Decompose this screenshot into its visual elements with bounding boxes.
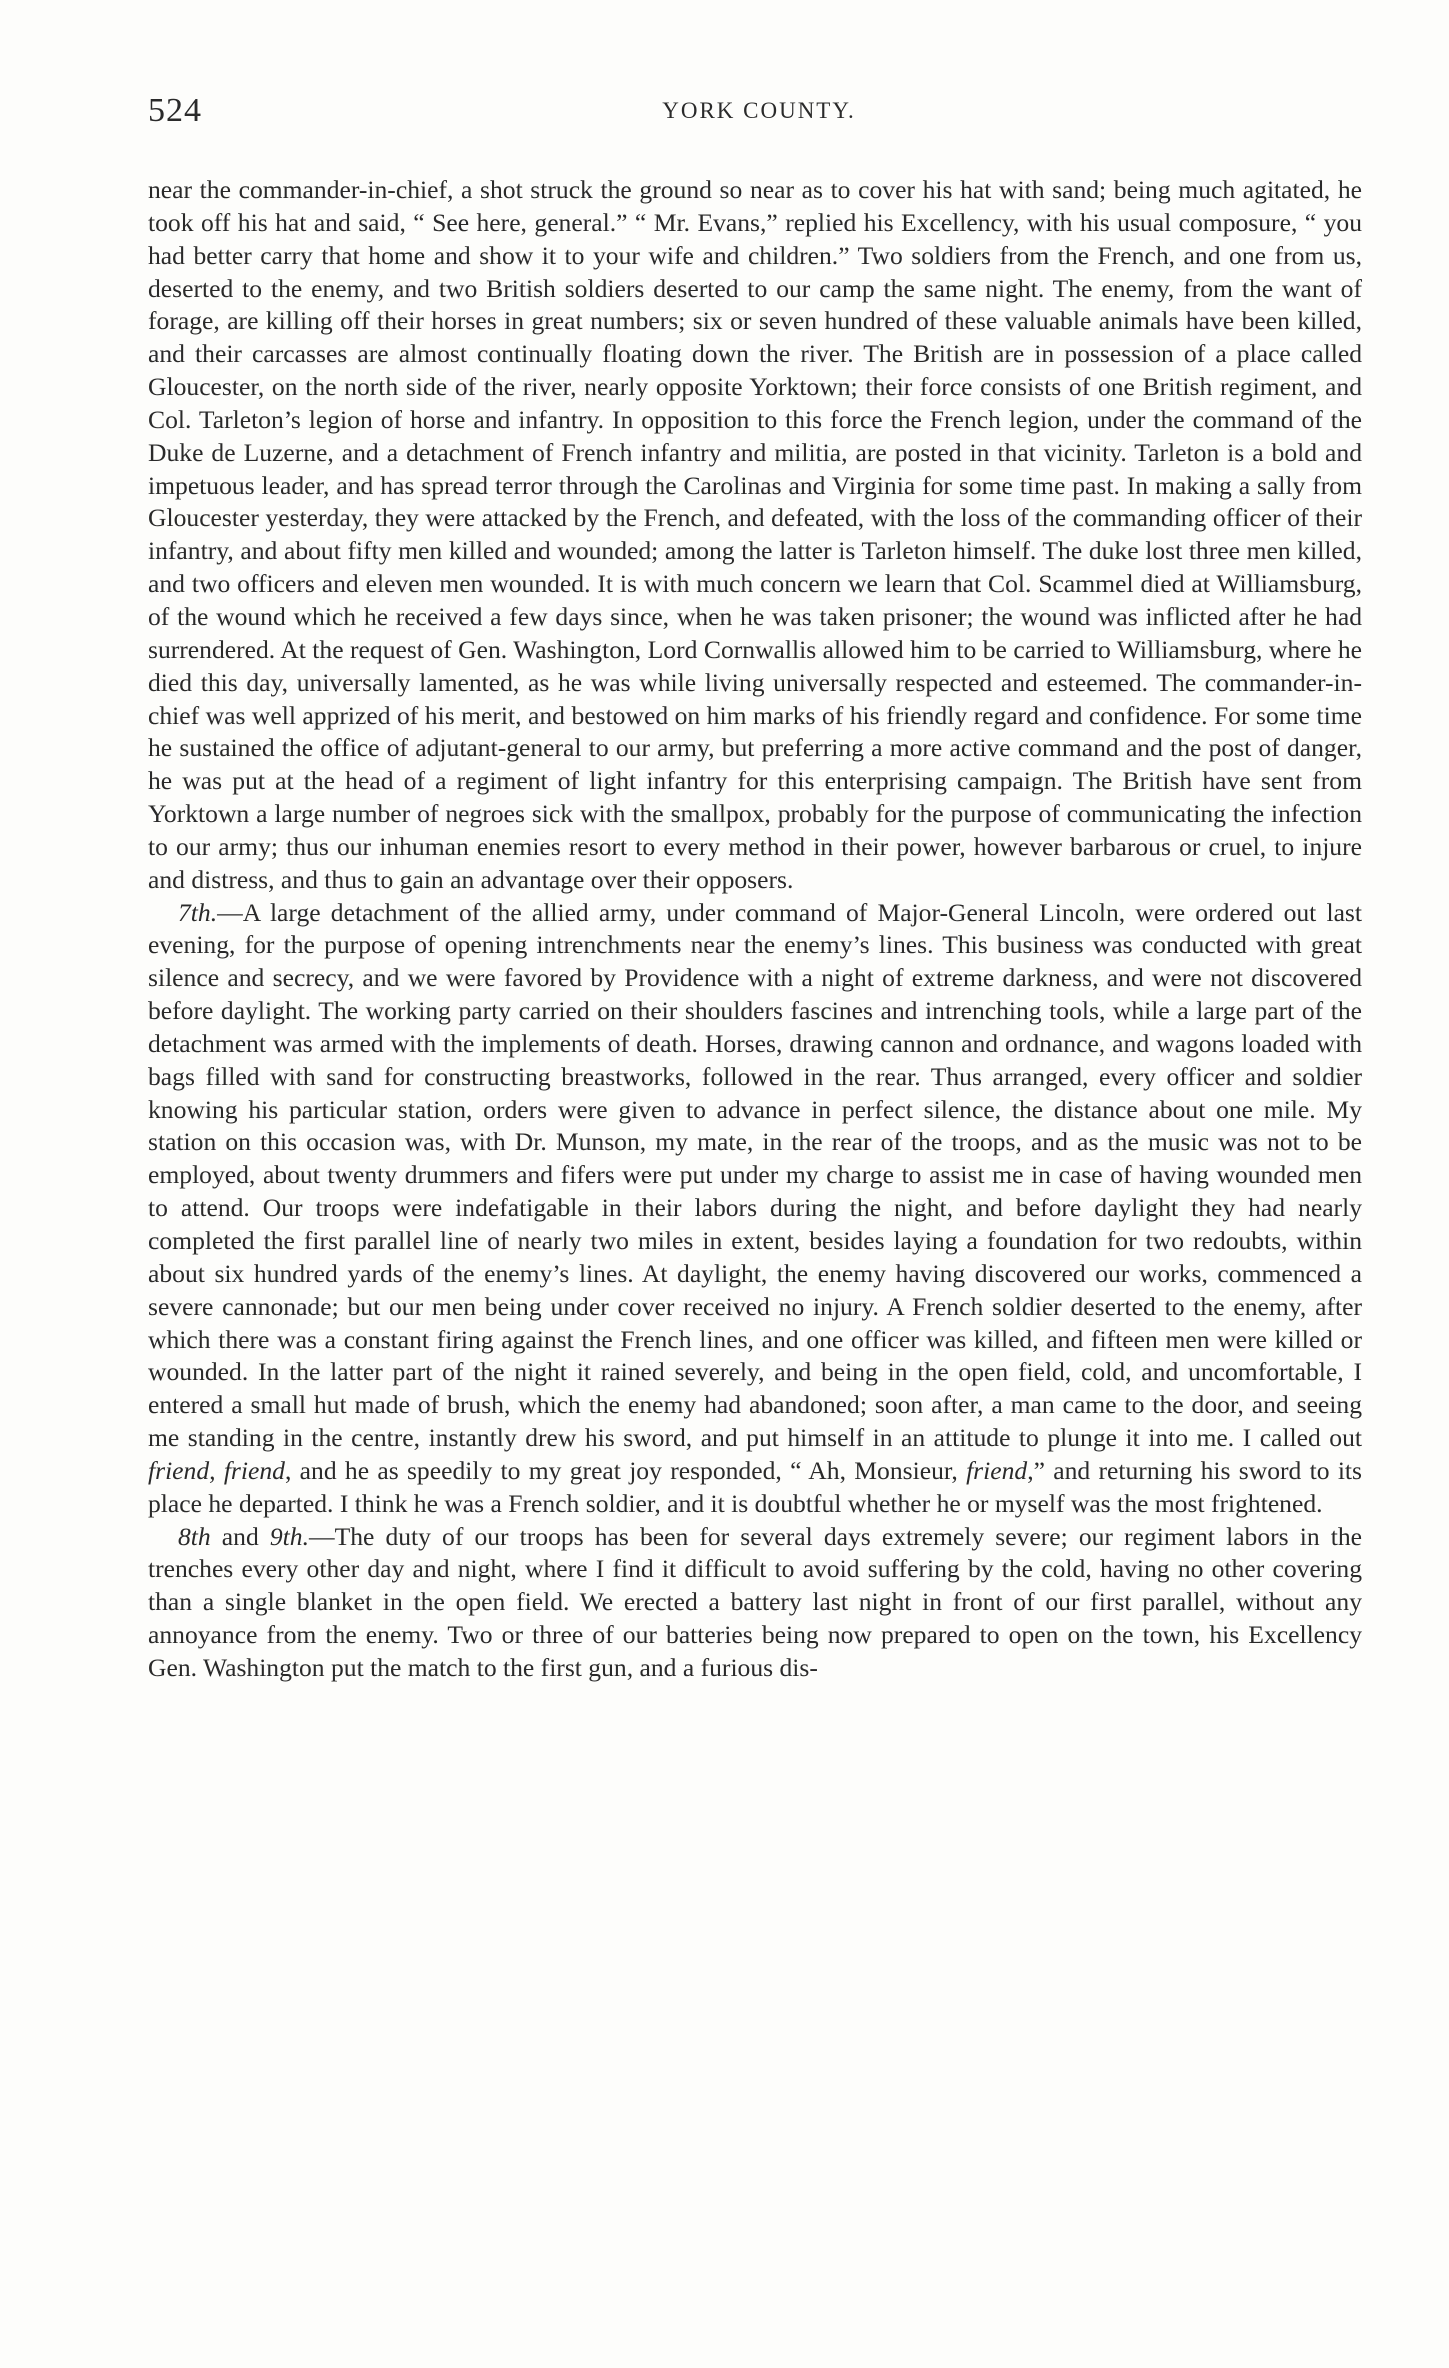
running-title: YORK COUNTY. (662, 98, 856, 123)
body-text (148, 174, 1362, 1685)
running-head (148, 92, 1370, 136)
text-segment: ,” and returning his sword to its place he departed. I think he was a French soldier, and it is doubtful whether he or myself was the most frightened. (148, 1455, 1363, 1518)
date-heading: 7th. (178, 897, 218, 927)
date-heading: 9th. (269, 1521, 309, 1551)
paragraph-oct-8-9 (148, 1521, 1362, 1685)
text-segment: and (210, 1521, 270, 1551)
paragraph-oct-6-continued (148, 174, 1362, 897)
paragraph-oct-7 (148, 897, 1362, 1521)
text-segment: —A large detachment of the allied army, under command of Major-General Lincoln, were ordered out last evening, for the purpose of opening intrenchments near the enemy’s lines. This business was conducted with great silence and secrecy, and we were favored by Providence with a night of extreme darkness, and were not discovered before daylight. The working party carried on their shoulders fascines and intrenching tools, while a large part of the detachment was armed with the implements of death. Horses, drawing cannon and ordnance, and wagons loaded with bags filled with sand for constructing breastworks, followed in the rear. Thus arranged, every officer and soldier knowing his particular station, orders were given to advance in perfect silence, the distance about one mile. My station on this occasion was, with Dr. Munson, my mate, in the rear of the troops, and as the music was not to be employed, about twenty drummers and fifers were put under my charge to assist me in case of having wounded men to attend. Our troops were indefatigable in their labors during the night, and before daylight they had nearly completed the first parallel line of nearly two miles in extent, besides laying a foundation for two redoubts, within about six hundred yards of the enemy’s lines. At daylight, the enemy having discovered our works, commenced a severe cannonade; but our men being under cover received no injury. A French soldier deserted to the enemy, after which there was a constant firing against the French lines, and one officer was killed, and fifteen men were killed or wounded. In the latter part of the night it rained severely, and being in the open field, cold, and uncomfortable, I entered a small hut made of brush, which the enemy had abandoned; soon after, a man came to the door, and seeing me standing in the centre, instantly drew his sword, and put himself in an attitude to plunge it into me. I called out (148, 897, 1362, 1453)
italic-phrase: friend (966, 1455, 1028, 1485)
text-segment: near the commander-in-chief, a shot struck the ground so near as to cover his hat with sand; being much agitated, he took off his hat and said, “ See here, general.” “ Mr. Evans,” replied his Excellency, with his usual composure, “ you had better carry that home and show it to your wife and children.” Two soldiers from the French, and one from us, deserted to the enemy, and two British soldiers deserted to our camp the same night. The enemy, from the want of forage, are killing off their horses in great numbers; six or seven hundred of these valuable animals have been killed, and their carcasses are almost continually floating down the river. The British are in possession of a place called Gloucester, on the north side of the river, nearly opposite Yorktown; their force consists of one British regiment, and Col. Tarleton’s legion of horse and infantry. In opposition to this force the French legion, under the command of the Duke de Luzerne, and a detachment of French infantry and militia, are posted in that vicinity. Tarleton is a bold and impetuous leader, and has spread terror through the Carolinas and Virginia for some time past. In making a sally from Gloucester yesterday, they were attacked by the French, and defeated, with the loss of the commanding officer of their infantry, and about fifty men killed and wounded; among the latter is Tarleton himself. The duke lost three men killed, and two officers and eleven men wounded. It is with much concern we learn that Col. Scammel died at Williamsburg, of the wound which he received a few days since, when he was taken prisoner; the wound was inflicted after he had surrendered. At the request of Gen. Washington, Lord Cornwallis allowed him to be carried to Williamsburg, where he died this day, universally lamented, as he was while living universally respected and esteemed. The commander-in-chief was well apprized of his merit, and bestowed on him marks of his friendly regard and confidence. For some time he sustained the office of adjutant-general to our army, but preferring a more active command and the post of danger, he was put at the head of a regiment of light infantry for this enterprising campaign. The British have sent from Yorktown a large number of negroes sick with the smallpox, probably for the purpose of communicating the infection to our army; thus our inhuman enemies resort to every method in their power, however barbarous or cruel, to injure and distress, and thus to gain an advantage over their opposers. (148, 175, 1362, 894)
text-segment: , and he as speedily to my great joy responded, “ Ah, Monsieur, (284, 1455, 967, 1485)
text-segment: —The duty of our troops has been for several days extremely severe; our regiment labors in the trenches every other day and night, where I find it difficult to avoid suffering by the cold, having no other covering than a single blanket in the open field. We erected a battery last night in front of our first parallel, without any annoyance from the enemy. Two or three of our batteries being now prepared to open on the town, his Excellency Gen. Washington put the match to the first gun, and a furious dis- (148, 1521, 1362, 1682)
italic-phrase: friend, friend (148, 1455, 285, 1485)
page-number: 524 (148, 92, 202, 129)
date-heading: 8th (178, 1521, 211, 1551)
